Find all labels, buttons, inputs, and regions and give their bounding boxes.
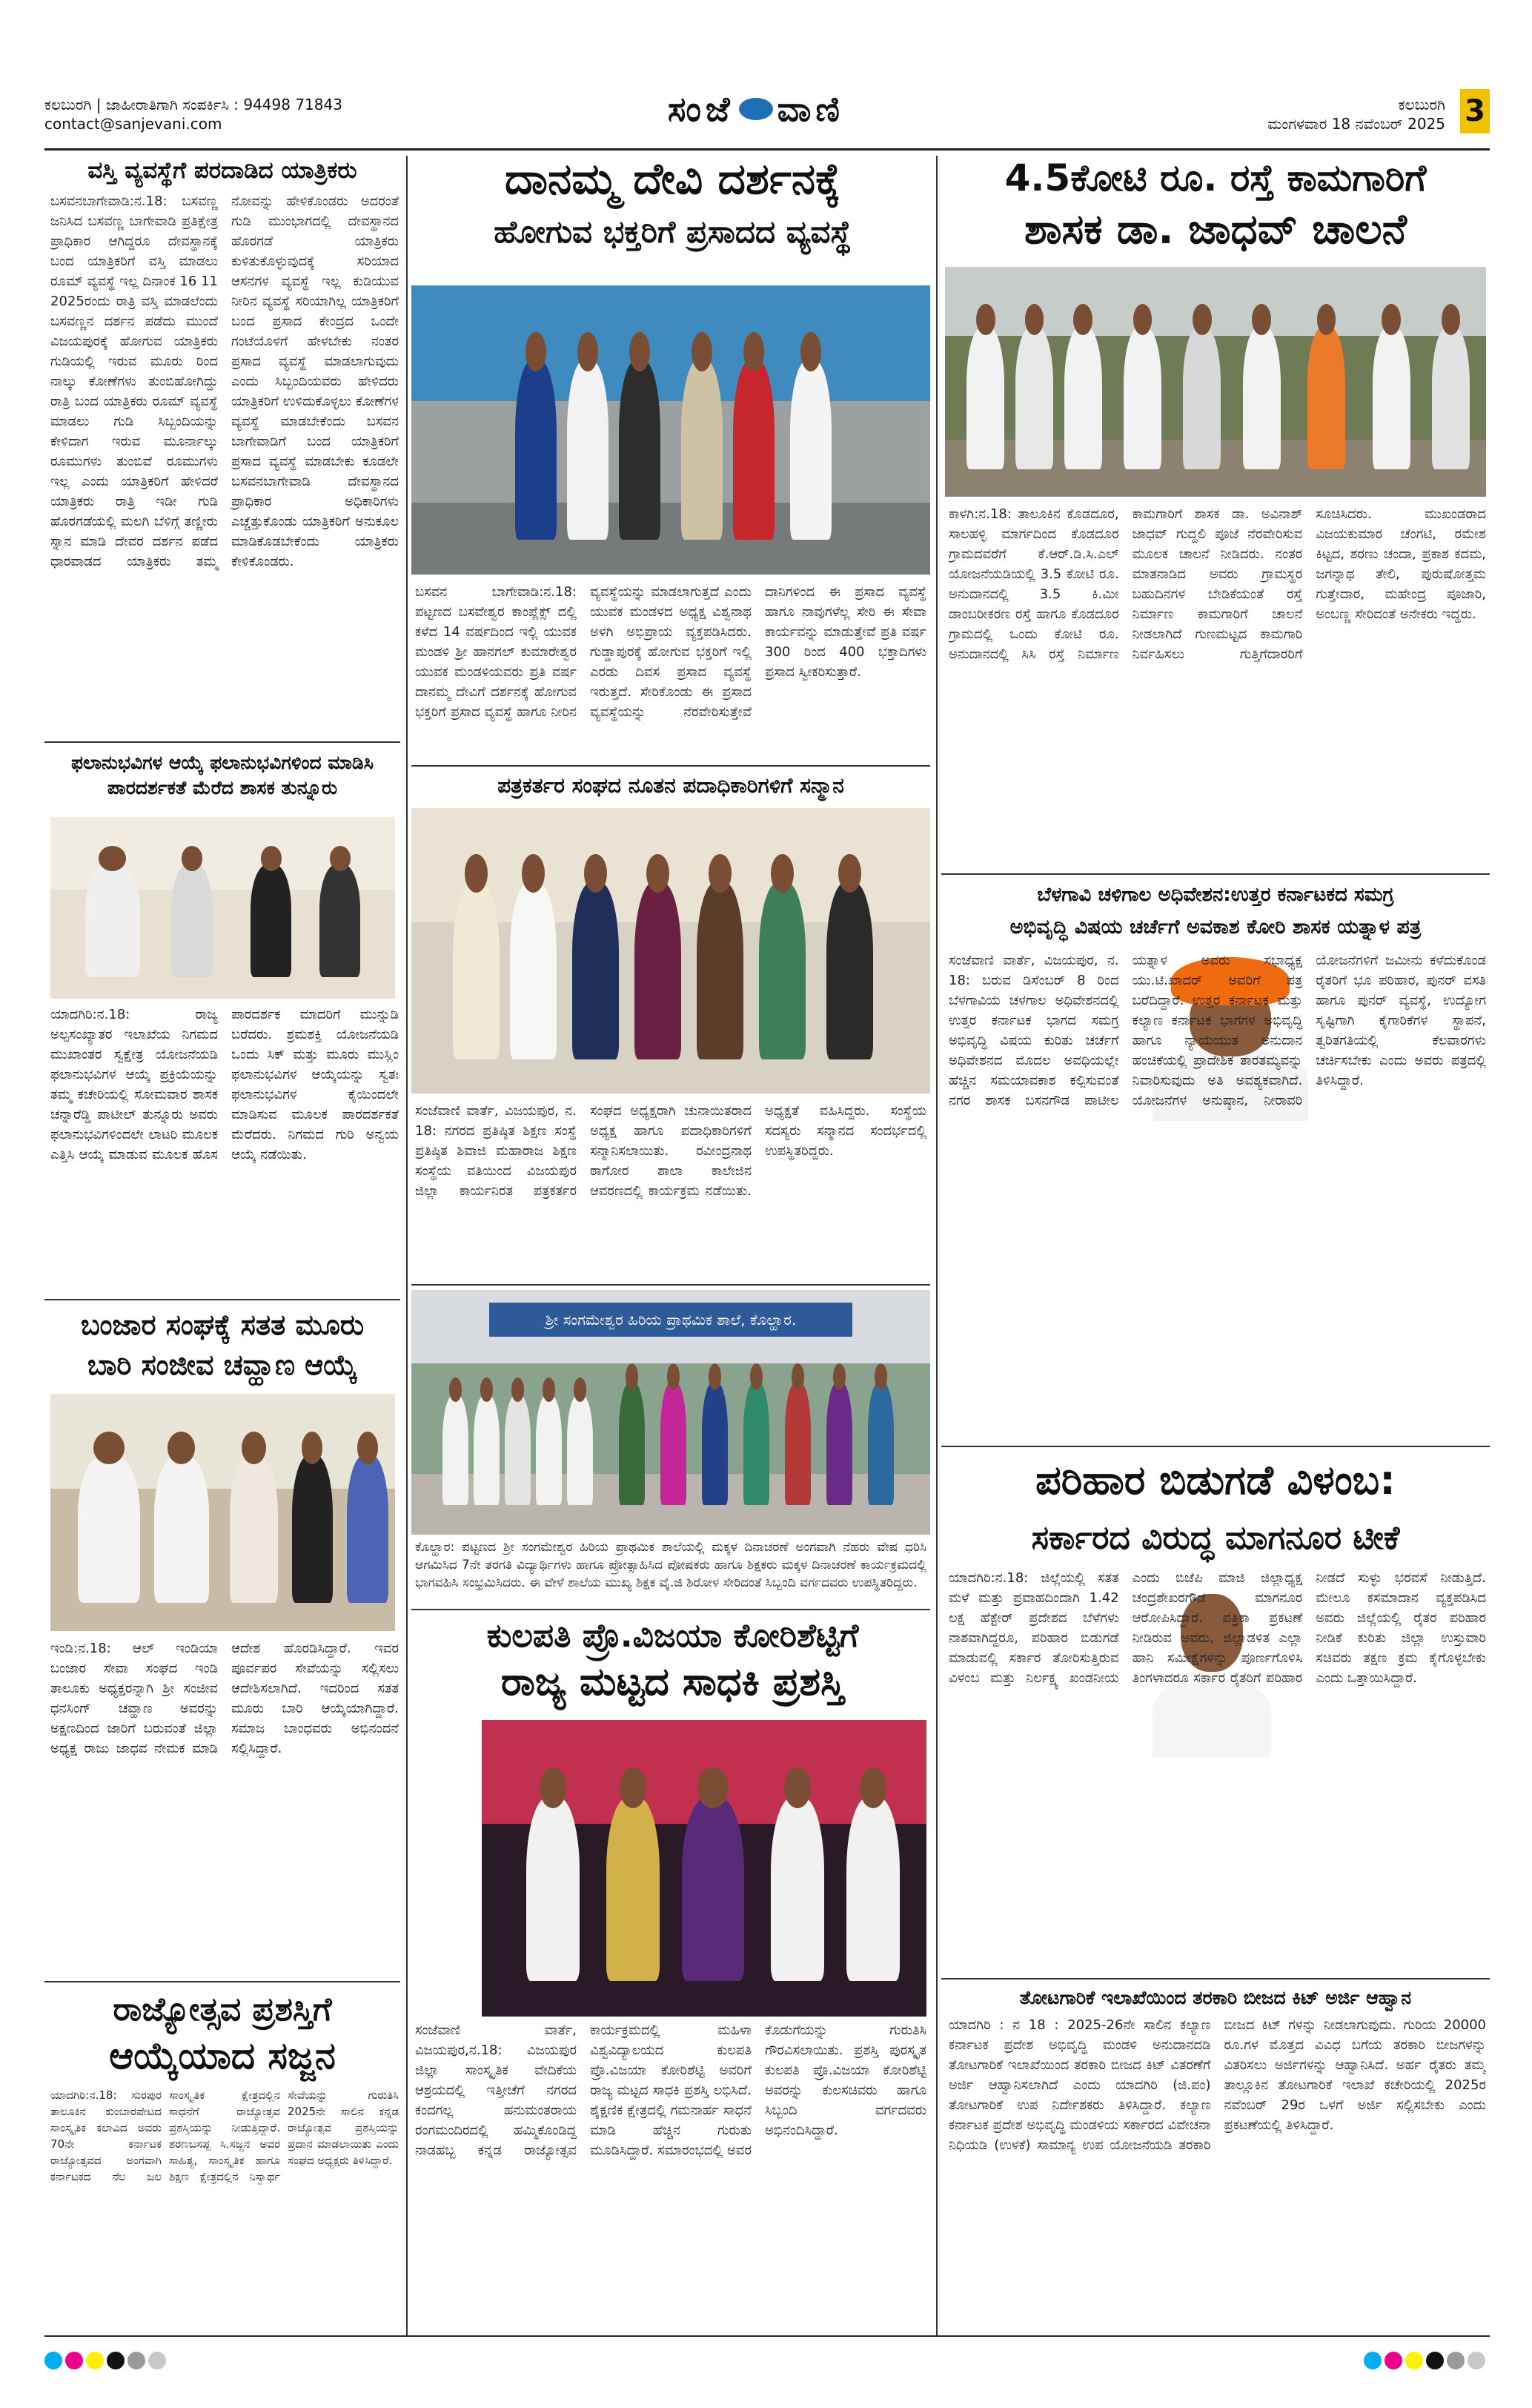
masthead-edition-phone: ಕಲಬುರಗಿ | ಜಾಹೀರಾತಿಗಾಗಿ ಸಂಪರ್ಕಿಸಿ : 94498 71843 — [44, 96, 342, 113]
story-road-work-headline-line2: ಶಾಸಕ ಡಾ. ಜಾಧವ್ ಚಾಲನೆ — [1024, 205, 1407, 254]
divider — [941, 1446, 1490, 1447]
story-danamma-headline-line2: ಹೋಗುವ ಭಕ್ತರಿಗೆ ಪ್ರಸಾದದ ವ್ಯವಸ್ಥೆ — [494, 214, 852, 250]
journalists-photo — [411, 808, 930, 1094]
story-award-sajjan-headline — [44, 1987, 400, 2079]
story-beneficiary-body: ಯಾದಗಿರಿ:ನ.18: ರಾಜ್ಯ ಅಲ್ಪಸಂಖ್ಯಾತರ ಇಲಾಖೆಯ ನಿಗಮದ ಮುಖಾಂತರ ಸ್ವಕ್ಷೇತ್ರ ಯೋಜನೆಯಡಿ ಫಲಾನುಭವಿಗಳ ಆಯ್ಕೆ ಪ್ರಕ್ರಿಯೆಯನ್ನು ತಮ್ಮ ಕಚೇರಿಯಲ್ಲಿ ಸೋಮವಾರ ಶಾಸಕ ಚನ್ನಾರೆಡ್ಡಿ ಪಾಟೀಲ್ ತುನ್ನೂರು ಅವರು ಫಲಾನುಭವಿಗಳಿಂದಲೇ ಲಾಟರಿ ಮೂಲಕ ಎತ್ತಿಸಿ ಆಯ್ಕೆ ಮಾಡುವ ಮೂಲಕ ಹೊಸ ಪಾರದರ್ಶಕ ಮಾದರಿಗೆ ಮುನ್ನುಡಿ ಬರೆದರು. ಶ್ರಮಶಕ್ತಿ ಯೋಜನೆಯಡಿ ಒಂದು ಸಿಕ್ ಮತ್ತು ಮೂರು ಮುಸ್ಲಿಂ ಫಲಾನುಭವಿಗಳ ಆಯ್ಕೆಯನ್ನು ಸ್ವತಃ ಫಲಾನುಭವಿಗಳ ಕೈಯಿಂದಲೇ ಮಾಡಿಸುವ ಮೂಲಕ ಪಾರದರ್ಶಕತೆ ಮೆರೆದರು. ನಿಗಮದ ಗುರಿ ಅನ್ವಯ ಆಯ್ಕೆ ನಡೆಯಿತು. — [50, 1007, 399, 1162]
story-banjara-headline-line2: ಬಾರಿ ಸಂಜೀವ ಚವ್ಹಾಣ ಆಯ್ಕೆ — [87, 1349, 358, 1381]
divider — [411, 765, 930, 767]
story-yatnal-letter-headline-line2: ಅಭಿವೃದ್ಧಿ ವಿಷಯ ಚರ್ಚೆಗೆ ಅವಕಾಶ ಕೋರಿ ಶಾಸಕ ಯತ್ನಾಳ ಪತ್ರ — [1009, 916, 1422, 939]
story-vc-award-headline — [411, 1615, 934, 1707]
story-award-sajjan-headline-line1: ರಾಜ್ಯೋತ್ಸವ ಪ್ರಶಸ್ತಿಗೆ — [113, 1991, 332, 2028]
story-vc-award-headline-line1: ಕುಲಪತಿ ಪ್ರೊ.ವಿಜಯಾ ಕೋರಿಶೆಟ್ಟಿಗೆ — [486, 1617, 859, 1655]
divider — [411, 1284, 930, 1286]
school-childrens-day-photo — [411, 1290, 930, 1535]
story-relief-delay-body: ಯಾದಗಿರಿ:ನ.18: ಜಿಲ್ಲೆಯಲ್ಲಿ ಸತತ ಮಳೆ ಮತ್ತು ಪ್ರವಾಹದಿಂದಾಗಿ 1.42 ಲಕ್ಷ ಹೆಕ್ಟೇರ್ ಪ್ರದೇಶದ ಬೆಳೆಗಳು ನಾಶವಾಗಿದ್ದರೂ, ಪರಿಹಾರ ಬಿಡುಗಡೆ ಮಾಡುವಲ್ಲಿ ಸರ್ಕಾರ ತೋರಿಸುತ್ತಿರುವ ವಿಳಂಬ ಮತ್ತು ನಿರ್ಲಕ್ಷ್ಯ ಖಂಡನೀಯ ಎಂದು ಬಿಜೆಪಿ ಮಾಜಿ ಜಿಲ್ಲಾಧ್ಯಕ್ಷ ಚಂದ್ರಶೇಖರಗೌಡ ಮಾಗನೂರ ಆರೋಪಿಸಿದ್ದಾರೆ. ಪತ್ರಿಕಾ ಪ್ರಕಟಣೆ ನೀಡಿರುವ ಅವರು, ಜಿಲ್ಲಾಡಳಿತ ಎಲ್ಲಾ ಹಾನಿ ಸಮೀಕ್ಷೆಗಳನ್ನು ಪೂರ್ಣಗೊಳಿಸಿ ತಿಂಗಳಾದರೂ ಸರ್ಕಾರ ರೈತರಿಗೆ ಪರಿಹಾರ ನೀಡದೆ ಸುಳ್ಳು ಭರವಸೆ ನೀಡುತ್ತಿದೆ. ಮೇಲೂ ಕಸಮಾದಾನ ವ್ಯಕ್ತಪಡಿಸಿದ ಅವರು ಜಿಲ್ಲೆಯಲ್ಲಿ ರೈತರ ಪರಿಹಾರ ನೀಡಿಕೆ ಕುರಿತು ಜಿಲ್ಲಾ ಉಸ್ತುವಾರಿ ಸಚಿವರು ತಕ್ಷಣ ಕ್ರಮ ಕೈಗೊಳ್ಳಬೇಕು ಎಂದು ಒತ್ತಾಯಿಸಿದ್ದಾರೆ. — [949, 1570, 1486, 1686]
story-pilgrims-body: ಬಸವನಬಾಗೇವಾಡಿ:ನ.18: ಬಸವಣ್ಣ ಜನಿಸಿದ ಬಸವಣ್ಣ ಬಾಗೇವಾಡಿ ಪ್ರತಿಕ್ಷೇತ್ರ ಪ್ರಾಧಿಕಾರ ಆಗಿದ್ದರೂ ದೇವಸ್ಥಾನಕ್ಕೆ ಬಂದ ಯಾತ್ರಿಕರಿಗೆ ವಸ್ತಿ ಮಾಡಲು ರೂಮ್ ವ್ಯವಸ್ಥೆ ಇಲ್ಲ ದಿನಾಂಕ 16 11 2025ರಂದು ರಾತ್ರಿ ವಸ್ತಿ ಮಾಡಲೆಂದು ಬಸವಣ್ಣನ ದರ್ಶನ ಪಡೆದು ಮುಂದೆ ವಿಜಯಪುರಕ್ಕೆ ಹೋಗುವ ಯಾತ್ರಿಕರು ಗುಡಿಯಲ್ಲಿ ಇರುವ ಮೂರು ರಿಂದ ನಾಲ್ಕು ಕೋಣೆಗಳು ತುಂಬಿಹೋಗಿದ್ದು ರಾತ್ರಿ ಬಂದ ಯಾತ್ರಿಕರು ರೂಮ್ ವ್ಯವಸ್ಥೆ ಮಾಡಲು ಗುಡಿ ಸಿಬ್ಬಂದಿಯನ್ನು ಕೇಳಿದಾಗ ಇರುವ ಮೂರ್ನಾಲ್ಕು ರೂಮುಗಳು ತುಂಬಿವೆ ರೂಮುಗಳು ಇಲ್ಲ ಎಂದು ಯಾತ್ರಿಕರಿಗೆ ಹೇಳಿದರೆ ಯಾತ್ರಿಕರು ರಾತ್ರಿ ಇಡೀ ಗುಡಿ ಹೊರಗಡೆಯಲ್ಲಿ ಮಲಗಿ ಬೆಳಿಗ್ಗೆ ತಣ್ಣೀರು ಸ್ನಾನ ಮಾಡಿ ದೇವರ ದರ್ಶನ ಪಡೆದ ಧಾರವಾಡದ ಯಾತ್ರಿಕರು ತಮ್ಮ ನೋವನ್ನು ಹೇಳಿಕೊಂಡರು ಅದರಂತೆ ಗುಡಿ ಮುಂಭಾಗದಲ್ಲಿ ದೇವಸ್ಥಾನದ ಹೊರಗಡೆ ಯಾತ್ರಿಕರು ಕುಳಿತುಕೊಳ್ಳುವುದಕ್ಕೆ ಸರಿಯಾದ ಆಸನಗಳ ವ್ಯವಸ್ಥೆ ಇಲ್ಲ ಕುಡಿಯುವ ನೀರಿನ ವ್ಯವಸ್ಥೆ ಸರಿಯಾಗಿಲ್ಲ ಯಾತ್ರಿಕರಿಗೆ ಬಂದ ಪ್ರಸಾದ ಕೇಂದ್ರದ ಒಂದೇ ಗಂಟೆಯೊಳಗೆ ಹೇಳಬೇಕು ನಂತರ ಪ್ರಸಾದ ವ್ಯವಸ್ಥೆ ಮಾಡಲಾಗುವುದು ಎಂದು ಸಿಬ್ಬಂದಿಯವರು ಹೇಳಿದರು ಯಾತ್ರಿಕರಿಗೆ ಉಳಿದುಕೊಳ್ಳಲು ಕೋಣೆಗಳ ವ್ಯವಸ್ಥೆ ಮಾಡಬೇಕೆಂದು ಬಸವನ ಬಾಗೇವಾಡಿಗೆ ಬಂದ ಯಾತ್ರಿಕರಿಗೆ ಪ್ರಸಾದ ವ್ಯವಸ್ಥೆ ಮಾಡಬೇಕು ಕೂಡಲೇ ಬಸವನಬಾಗೇವಾಡಿ ದೇವಸ್ಥಾನದ ಪ್ರಾಧಿಕಾರ ಅಧಿಕಾರಿಗಳು ಎಚ್ಚೆತ್ತುಕೊಂಡು ಯಾತ್ರಿಕರಿಗೆ ಅನುಕೂಲ ಮಾಡಿಕೊಡಬೇಕೆಂದು ಯಾತ್ರಿಕರು ಕೇಳಿಕೊಂಡರು. — [50, 194, 399, 569]
footer-rule — [44, 2335, 1490, 2337]
story-road-work-headline-line1: 4.5ಕೋಟಿ ರೂ. ರಸ್ತೆ ಕಾಮಗಾರಿಗೆ — [1004, 156, 1427, 199]
danamma-photo — [411, 285, 930, 575]
story-relief-delay-headline-line1: ಪರಿಹಾರ ಬಿಡುಗಡೆ ವಿಳಂಬ: — [1035, 1457, 1396, 1504]
page-number: 3 — [1460, 89, 1490, 133]
divider — [941, 1978, 1490, 1979]
story-vc-award-headline-line2: ರಾಜ್ಯ ಮಟ್ಟದ ಸಾಧಕಿ ಪ್ರಶಸ್ತಿ — [500, 1660, 845, 1704]
paper-name-left: ಸಂಜೆ — [668, 89, 735, 129]
color-register-dots-icon — [44, 2352, 169, 2371]
story-award-sajjan-headline-line2: ಆಯ್ಕೆಯಾದ ಸಜ್ಜನ — [109, 2034, 336, 2077]
masthead — [44, 89, 1490, 148]
story-beneficiary-headline: ಫಲಾನುಭವಿಗಳ ಆಯ್ಕೆ ಫಲಾನುಭವಿಗಳಿಂದ ಮಾಡಿಸಿ ಪಾರದರ್ಶಕತೆ ಮೆರೆದ ಶಾಸಕ ತುನ್ನೂರು — [70, 752, 374, 798]
story-journalists-body: ಸಂಜೆವಾಣಿ ವಾರ್ತೆ, ವಿಜಯಪುರ, ನ. 18: ನಗರದ ಪ್ರತಿಷ್ಠಿತ ಶಿಕ್ಷಣ ಸಂಸ್ಥೆ ಪ್ರತಿಷ್ಠಿತ ಶಿವಾಜಿ ಮಹಾರಾಜ ಶಿಕ್ಷಣ ಸಂಸ್ಥೆಯ ವತಿಯಿಂದ ವಿಜಯಪುರ ಜಿಲ್ಲಾ ಕಾರ್ಯನಿರತ ಪತ್ರಕರ್ತರ ಸಂಘದ ಅಧ್ಯಕ್ಷರಾಗಿ ಚುನಾಯಿತರಾದ ಅಧ್ಯಕ್ಷ ಹಾಗೂ ಪದಾಧಿಕಾರಿಗಳಿಗೆ ಸನ್ಮಾನಿಸಲಾಯಿತು. ರವೀಂದ್ರನಾಥ ಠಾಗೋರ ಶಾಲಾ ಕಾಲೇಜಿನ ಆವರಣದಲ್ಲಿ ಕಾರ್ಯಕ್ರಮ ನಡೆಯಿತು. ಅಧ್ಯಕ್ಷತೆ ವಹಿಸಿದ್ದರು. ಸಂಸ್ಥೆಯ ಸದಸ್ಯರು ಸನ್ಮಾನದ ಸಂದರ್ಭದಲ್ಲಿ ಉಪಸ್ಥಿತರಿದ್ದರು. — [415, 1103, 926, 1199]
divider — [44, 1299, 400, 1300]
story-danamma-headline-line1: ದಾನಮ್ಮ ದೇವಿ ದರ್ಶನಕ್ಕೆ — [505, 153, 840, 204]
story-danamma-headline — [411, 152, 934, 259]
story-pilgrims-headline: ವಸ್ತಿ ವ್ಯವಸ್ಥೆಗೆ ಪರದಾಡಿದ ಯಾತ್ರಿಕರು — [87, 157, 357, 184]
school-banner: ಶ್ರೀ ಸಂಗಮೇಶ್ವರ ಹಿರಿಯ ಪ್ರಾಥಮಿಕ ಶಾಲೆ, ಕೊಲ್ಹಾರ. — [489, 1303, 852, 1337]
banjara-photo — [50, 1394, 395, 1631]
column-rule — [406, 156, 408, 2335]
masthead-email[interactable]: contact@sanjevani.com — [44, 115, 222, 133]
story-road-work-headline — [941, 152, 1490, 256]
story-yatnal-letter-body: ಸಂಜೆವಾಣಿ ವಾರ್ತೆ, ವಿಜಯಪುರ, ನ. 18: ಬರುವ ಡಿಸೆಂಬರ್ 8 ರಿಂದ ಬೆಳಗಾವಿಯ ಚಳಗಾಲ ಅಧಿವೇಶನದಲ್ಲಿ ಉತ್ತರ ಕರ್ನಾಟಕ ಭಾಗದ ಸಮಗ್ರ ಅಭಿವೃದ್ಧಿ ವಿಷಯ ಕುರಿತು ಚರ್ಚೆಗೆ ಅಧಿವೇಶನದ ಮೊದಲ ಅವಧಿಯಲ್ಲೇ ಹೆಚ್ಚಿನ ಸಮಯಾವಕಾಶ ಕಲ್ಪಿಸುವಂತೆ ನಗರ ಶಾಸಕ ಬಸನಗೌಡ ಪಾಟೀಲ ಯತ್ನಾಳ ಅವರು ಸಭಾಧ್ಯಕ್ಷ ಯು.ಟಿ.ಖಾದರ್ ಅವರಿಗೆ ಪತ್ರ ಬರೆದಿದ್ದಾರೆ. ಉತ್ತರ ಕರ್ನಾಟಕ ಮತ್ತು ಕಲ್ಯಾಣ ಕರ್ನಾಟಕ ಭಾಗಗಳ ಅಭಿವೃದ್ಧಿ ಹಾಗೂ ನ್ಯಾಯಯುತ ಅನುದಾನ ಹಂಚಿಕೆಯಲ್ಲಿ ಪ್ರಾದೇಶಿಕ ತಾರತಮ್ಯವನ್ನು ನಿವಾರಿಸುವುದು ಅತಿ ಅವಶ್ಯಕವಾಗಿದೆ. ಯೋಜನೆಗಳ ಅನುಷ್ಠಾನ, ನೀರಾವರಿ ಯೋಜನೆಗಳಿಗೆ ಜಮೀನು ಕಳೆದುಕೊಂಡ ರೈತರಿಗೆ ಭೂ ಪರಿಹಾರ, ಪುನರ್ ವಸತಿ ಹಾಗೂ ಪುನರ್ ವ್ಯವಸ್ಥೆ, ಉದ್ಯೋಗ ಸೃಷ್ಟಿಗಾಗಿ ಕೈಗಾರಿಕೆಗಳ ಸ್ಥಾಪನೆ, ತ್ವರಿತಗತಿಯಲ್ಲಿ ಕೆಲವಾರಗಳು ಚರ್ಚಿಸಬೇಕು ಎಂದು ಅವರು ಪತ್ರದಲ್ಲಿ ತಿಳಿಸಿದ್ದಾರೆ. — [949, 953, 1486, 1108]
story-yatnal-letter-headline-line1: ಬೆಳಗಾವಿ ಚಳಿಗಾಲ ಅಧಿವೇಶನ:ಉತ್ತರ ಕರ್ನಾಟಕದ ಸಮಗ್ರ — [1037, 884, 1394, 906]
story-banjara-headline — [44, 1305, 400, 1385]
story-banjara-headline-line1: ಬಂಜಾರ ಸಂಘಕ್ಕೆ ಸತತ ಮೂರು — [80, 1309, 365, 1341]
divider — [44, 1981, 400, 1982]
divider — [411, 1609, 930, 1610]
story-banjara-body: ಇಂಡಿ:ನ.18: ಆಲ್ ಇಂಡಿಯಾ ಬಂಜಾರ ಸೇವಾ ಸಂಘದ ಇಂಡಿ ತಾಲೂಕು ಅಧ್ಯಕ್ಷರನ್ನಾಗಿ ಶ್ರೀ ಸಂಜೀವ ಧನಸಿಂಗ್ ಚವ್ಹಾಣ ಅವರನ್ನು ಅಕ್ಷಣದಿಂದ ಜಾರಿಗೆ ಬರುವಂತೆ ಜಿಲ್ಲಾ ಅಧ್ಯಕ್ಷ ರಾಜು ಜಾಧವ ನೇಮಕ ಮಾಡಿ ಆದೇಶ ಹೊರಡಿಸಿದ್ದಾರೆ. ಇವರ ಪೂರ್ವಪರ ಸೇವೆಯನ್ನು ಸಲ್ಲಿಸಲು ಆದೇಶಿಸಲಾಗಿದೆ. ಇದರಿಂದ ಸತತ ಮೂರು ಬಾರಿ ಆಯ್ಕೆಯಾಗಿದ್ದಾರೆ. ಸಮಾಜ ಬಾಂಧವರು ಅಭಿನಂದನೆ ಸಲ್ಲಿಸಿದ್ದಾರೆ. — [50, 1641, 399, 1756]
beneficiary-photo — [50, 817, 395, 999]
story-vc-award-body: ಸಂಜೆವಾಣಿ ವಾರ್ತೆ, ವಿಜಯಪುರ,ನ.18: ವಿಜಯಪುರ ಜಿಲ್ಲಾ ಸಾಂಸ್ಕೃತಿಕ ವೇದಿಕೆಯ ಆಶ್ರಯದಲ್ಲಿ ಇತ್ತೀಚೆಗೆ ನಗರದ ಕಂದಗಲ್ಲ ಹನುಮಂತರಾಯ ರಂಗಮಂದಿರದಲ್ಲಿ ಹಮ್ಮಿಕೊಂಡಿದ್ದ ನಾಡಹಬ್ಬ ಕನ್ನಡ ರಾಜ್ಯೋತ್ಸವ ಕಾರ್ಯಕ್ರಮದಲ್ಲಿ ಮಹಿಳಾ ವಿಶ್ವವಿದ್ಯಾಲಯದ ಕುಲಪತಿ ಪ್ರೊ.ವಿಜಯಾ ಕೋರಿಶೆಟ್ಟಿ ಅವರಿಗೆ ರಾಜ್ಯ ಮಟ್ಟದ ಸಾಧಕಿ ಪ್ರಶಸ್ತಿ ಲಭಿಸಿದೆ. ಶೈಕ್ಷಣಿಕ ಕ್ಷೇತ್ರದಲ್ಲಿ ಗಮನಾರ್ಹ ಸಾಧನೆ ಮಾಡಿ ಹೆಚ್ಚಿನ ಗುರುತು ಮೂಡಿಸಿದ್ದಾರೆ. ಸಮಾರಂಭದಲ್ಲಿ ಅವರ ಕೊಡುಗೆಯನ್ನು ಗುರುತಿಸಿ ಗೌರವಿಸಲಾಯಿತು. ಪ್ರಶಸ್ತಿ ಪುರಸ್ಕೃತ ಕುಲಪತಿ ಪ್ರೊ.ವಿಜಯಾ ಕೋರಿಶೆಟ್ಟಿ ಅವರನ್ನು ಕುಲಸಚಿವರು ಹಾಗೂ ಸಿಬ್ಬಂದಿ ವರ್ಗದವರು ಅಭಿನಂದಿಸಿದ್ದಾರೆ. — [415, 2022, 926, 2158]
masthead-rule — [44, 148, 1490, 150]
story-award-sajjan-body: ಯಾದಗಿರಿ:ನ.18: ಸುರಪುರ ತಾಲೂಕಿನ ಕುಂಬಾರಪೇಟದ ಸಾಂಸ್ಕೃತಿಕ ಕಲಾವಿದ ಅವರು 70ನೇ ಕರ್ನಾಟಕ ರಾಜ್ಯೋತ್ಸವದ ಅಂಗವಾಗಿ ಕರ್ನಾಟಕದ ನೆಲ ಜಲ ಸಾಂಸ್ಕೃತಿಕ ಕ್ಷೇತ್ರದಲ್ಲಿನ ಸಾಧನೆಗೆ ರಾಜ್ಯೋತ್ಸವ ಪ್ರಶಸ್ತಿಯನ್ನು ನೀಡುತ್ತಿದ್ದಾರೆ. ಶರಣಬಸಪ್ಪ ಸಿ.ಸಜ್ಜನ ಅವರ ಸಾಹಿತ್ಯ, ಸಾಂಸ್ಕೃತಿಕ ಹಾಗೂ ಶಿಕ್ಷಣ ಕ್ಷೇತ್ರದಲ್ಲಿನ ನಿಸ್ವಾರ್ಥ ಸೇವೆಯನ್ನು ಗುರುತಿಸಿ 2025ನೇ ಸಾಲಿನ ಕನ್ನಡ ರಾಜ್ಯೋತ್ಸವ ಪ್ರಶಸ್ತಿಯನ್ನು ಪ್ರದಾನ ಮಾಡಲಾಯಿತು ಎಂದು ಸಂಘದ ಅಧ್ಯಕ್ಷರು ತಿಳಿಸಿದ್ದಾರೆ. — [50, 2088, 399, 2183]
masthead-city: ಕಲಬುರಗಿ — [1398, 96, 1445, 113]
masthead-date: ಮಂಗಳವಾರ 18 ನವೆಂಬರ್ 2025 — [1267, 115, 1445, 133]
story-journalists-headline: ಪತ್ರಕರ್ತರ ಸಂಘದ ನೂತನ ಪದಾಧಿಕಾರಿಗಳಿಗೆ ಸನ್ಮಾನ — [497, 773, 844, 798]
story-relief-delay-headline-line2: ಸರ್ಕಾರದ ವಿರುದ್ಧ ಮಾಗನೂರ ಟೀಕೆ — [1031, 1519, 1400, 1557]
story-seed-kit-headline: ತೋಟಗಾರಿಕೆ ಇಲಾಖೆಯಿಂದ ತರಕಾರಿ ಬೀಜದ ಕಿಟ್ ಅರ್ಜಿ ಆಹ್ವಾನ — [1019, 1987, 1412, 2008]
paper-name-right: ವಾಣಿ — [777, 89, 844, 129]
vc-award-photo — [482, 1720, 926, 2017]
divider — [44, 741, 400, 743]
column-rule — [936, 156, 938, 2335]
masthead-dateline — [1267, 95, 1445, 133]
story-road-work-body: ಕಾಳಗಿ:ನ.18: ತಾಲೂಕಿನ ಕೊಡದೂರ, ಸಾಲಹಳ್ಳಿ ಮಾರ್ಗದಿಂದ ಕೊಡದೂರ ಗ್ರಾಮದವರೆಗೆ ಕೆ.ಆರ್.ಡಿ.ಸಿ.ಎಲ್ ಯೋಜನೆಯಡಿಯಲ್ಲಿ 3.5 ಕೋಟಿ ರೂ. ಅನುದಾನದಲ್ಲಿ 3.5 ಕಿ.ಮೀ ಡಾಂಬರೀಕರಣ ರಸ್ತೆ ಹಾಗೂ ಕೊಡದೂರ ಗ್ರಾಮದಲ್ಲಿ ಒಂದು ಕೋಟಿ ರೂ. ಅನುದಾನದಲ್ಲಿ ಸಿಸಿ ರಸ್ತೆ ನಿರ್ಮಾಣ ಕಾಮಗಾರಿಗೆ ಶಾಸಕ ಡಾ. ಅವಿನಾಶ್ ಜಾಧವ್ ಗುದ್ದಲಿ ಪೂಜೆ ನೆರವೇರಿಸುವ ಮೂಲಕ ಚಾಲನೆ ನೀಡಿದರು. ನಂತರ ಮಾತನಾಡಿದ ಅವರು ಗ್ರಾಮಸ್ಥರ ಬಹುದಿನಗಳ ಬೇಡಿಕೆಯಂತೆ ರಸ್ತೆ ನಿರ್ಮಾಣ ಕಾಮಗಾರಿಗೆ ಚಾಲನೆ ನೀಡಲಾಗಿದೆ ಗುಣಮಟ್ಟದ ಕಾಮಗಾರಿ ನಿರ್ವಹಿಸಲು ಗುತ್ತಿಗೆದಾರರಿಗೆ ಸೂಚಿಸಿದರು. ಮುಖಂಡರಾದ ವಿಜಯಕುಮಾರ ಚೆಂಗಟಿ, ರಮೇಶ ಕಿಟ್ಟದ, ಶರಣು ಚಂದಾ, ಪ್ರಕಾಶ ಕದಮ, ಜಗನ್ನಾಥ ತೇಲಿ, ಪುರುಷೋತ್ತಮ ಗುತ್ತೇದಾರ, ಮಹೇಂದ್ರ ಪೂಜಾರಿ, ಅಂಬಣ್ಣ ಸೇರಿದಂತೆ ಅನೇಕರು ಇದ್ದರು. — [949, 506, 1486, 662]
story-relief-delay-headline — [941, 1452, 1490, 1567]
school-photo-caption: ಕೊಲ್ಹಾರ: ಪಟ್ಟಣದ ಶ್ರೀ ಸಂಗಮೇಶ್ವರ ಹಿರಿಯ ಪ್ರಾಥಮಿಕ ಶಾಲೆಯಲ್ಲಿ ಮಕ್ಕಳ ದಿನಾಚರಣೆ ಅಂಗವಾಗಿ ನೆಹರು ವೇಷ ಧರಿಸಿ ಆಗಮಿಸಿದ 7ನೇ ತರಗತಿ ವಿದ್ಯಾರ್ಥಿಗಳು ಹಾಗೂ ಪ್ರೋತ್ಸಾಹಿಸಿದ ಪೋಷಕರು ಹಾಗೂ ಶಿಕ್ಷಕರು ಮಕ್ಕಳ ದಿನಾಚರಣೆ ಕಾರ್ಯಕ್ರಮದಲ್ಲಿ ಭಾಗವಹಿಸಿ ಸಂಭ್ರಮಿಸಿದರು. ಈ ವೇಳೆ ಶಾಲೆಯ ಮುಖ್ಯ ಶಿಕ್ಷಕ ವೈ.ಜಿ ಶಿರೋಳ ಸೇರಿದಂತೆ ಸಿಬ್ಬಂದಿ ವರ್ಗದವರು ಉಪಸ್ಥಿತರಿದ್ದರು. — [415, 1540, 926, 1590]
story-danamma-body: ಬಸವನ ಬಾಗೇವಾಡಿ:ನ.18: ಪಟ್ಟಣದ ಬಸವೇಶ್ವರ ಕಾಂಪ್ಲೆಕ್ಸ್ ದಲ್ಲಿ ಕಳೆದ 14 ವರ್ಷದಿಂದ ಇಲ್ಲಿ ಯುವಕ ಮಂಡಳಿ ಶ್ರೀ ಹಾನಗಲ್ ಕುಮಾರೇಶ್ವರ ಯುವಕ ಮಂಡಳಿಯವರು ಪ್ರತಿ ವರ್ಷ ದಾನಮ್ಮ ದೇವಿಗೆ ದರ್ಶನಕ್ಕೆ ಹೋಗುವ ಭಕ್ತರಿಗೆ ಪ್ರಸಾದ ವ್ಯವಸ್ಥೆ ಹಾಗೂ ನೀರಿನ ವ್ಯವಸ್ಥೆಯನ್ನು ಮಾಡಲಾಗುತ್ತದೆ ಎಂದು ಯುವಕ ಮಂಡಳದ ಅಧ್ಯಕ್ಷ ವಿಶ್ವನಾಥ ಅಳಗಿ ಅಭಿಪ್ರಾಯ ವ್ಯಕ್ತಪಡಿಸಿದರು. ಗುಡ್ಡಾಪುರಕ್ಕೆ ಹೋಗುವ ಭಕ್ತರಿಗೆ ಇಲ್ಲಿ ಎರಡು ದಿವಸ ಪ್ರಸಾದ ವ್ಯವಸ್ಥೆ ಇರುತ್ತದೆ. ಸೇರಿಕೊಂಡು ಈ ಪ್ರಸಾದ ವ್ಯವಸ್ಥೆಯನ್ನು ನೆರವೇರಿಸುತ್ತೇವೆ ದಾನಿಗಳಿಂದ ಈ ಪ್ರಸಾದ ವ್ಯವಸ್ಥೆ ಹಾಗೂ ನಾವುಗಳೆಲ್ಲ ಸೇರಿ ಈ ಸೇವಾ ಕಾರ್ಯವನ್ನು ಮಾಡುತ್ತೇವೆ ಪ್ರತಿ ವರ್ಷ 300 ರಿಂದ 400 ಭಕ್ತಾದಿಗಳು ಪ್ರಸಾದ ಸ್ವೀಕರಿಸುತ್ತಾರೆ. — [415, 584, 926, 720]
paper-name — [578, 89, 934, 130]
story-seed-kit-body: ಯಾದಗಿರಿ : ನ 18 : 2025-26ನೇ ಸಾಲಿನ ಕಲ್ಯಾಣ ಕರ್ನಾಟಕ ಪ್ರದೇಶ ಅಭಿವೃದ್ಧಿ ಮಂಡಳಿ ಅನುದಾನದಡಿ ತೋಟಗಾರಿಕೆ ಇಲಾಖೆಯಿಂದ ತರಕಾರಿ ಬೀಜದ ಕಿಟ್ ವಿತರಣೆಗೆ ಅರ್ಜಿ ಆಹ್ವಾನಿಸಲಾಗಿದೆ ಎಂದು ಯಾದಗಿರಿ (ಜಿ.ಪಂ) ತೋಟಗಾರಿಕೆ ಉಪ ನಿರ್ದೇಶಕರು ತಿಳಿಸಿದ್ದಾರೆ. ಕಲ್ಯಾಣ ಕರ್ನಾಟಕ ಪ್ರದೇಶ ಅಭಿವೃದ್ಧಿ ಮಂಡಳಿಯ ಸರ್ಕಾರದ ವಿವೇಚನಾ ನಿಧಿಯಡಿ (ಉಳಕೆ) ಸಾಮಾನ್ಯ ಉಪ ಯೋಜನೆಯಡಿ ತರಕಾರಿ ಬೀಜದ ಕಿಟ್ ಗಳನ್ನು ನೀಡಲಾಗುವುದು. ಗುರಿಯ 20000 ರೂ.ಗಳ ಮೊತ್ತದ ವಿವಿಧ ಬಗೆಯ ತರಕಾರಿ ಬೀಜಗಳನ್ನು ವಿತರಿಸಲು ಅರ್ಜಿಗಳನ್ನು ಆಹ್ವಾನಿಸಿದೆ. ಅರ್ಹ ರೈತರು ತಮ್ಮ ತಾಲ್ಲೂಕಿನ ತೋಟಗಾರಿಕೆ ಇಲಾಖೆ ಕಚೇರಿಯಲ್ಲಿ 2025ರ ನವೆಂಬರ್ 29ರ ಒಳಗೆ ಅರ್ಜಿ ಸಲ್ಲಿಸಬೇಕು ಎಂದು ಪ್ರಕಟಣೆಯಲ್ಲಿ ತಿಳಿಸಿದ್ದಾರೆ. — [949, 2017, 1486, 2153]
divider — [941, 873, 1490, 875]
story-yatnal-letter-headline — [941, 879, 1490, 944]
masthead-contact — [44, 95, 342, 133]
road-work-photo — [945, 267, 1486, 497]
color-register-dots-icon — [1364, 2352, 1488, 2371]
globe-logo-icon — [739, 98, 773, 120]
